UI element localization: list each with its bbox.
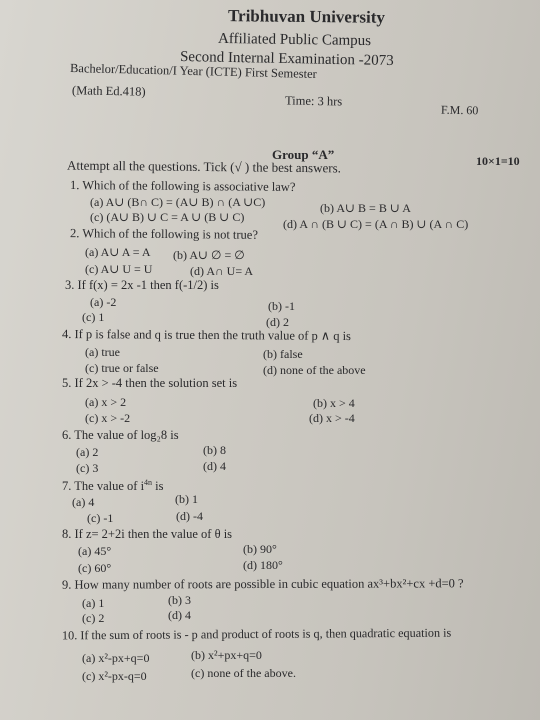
university-title: Tribhuvan University bbox=[227, 6, 386, 27]
question-7: 7. The value of $i^{4n}$ is bbox=[62, 478, 164, 494]
q9-option-a: (a) 1 bbox=[82, 596, 105, 610]
campus-name: Affiliated Public Campus bbox=[217, 30, 372, 50]
q8-option-b: (b) 90° bbox=[243, 542, 277, 556]
q2-option-a: (a) A∪ A = A bbox=[85, 245, 151, 259]
q2-option-b: (b) A∪ ∅ = ∅ bbox=[173, 248, 245, 262]
q10-option-d: (c) none of the above. bbox=[191, 666, 296, 680]
q7-option-c: (c) -1 bbox=[87, 511, 114, 525]
exam-title: Second Internal Examination -2073 bbox=[179, 48, 394, 70]
program-line: Bachelor/Education/I Year (ICTE) First Semester bbox=[69, 60, 317, 82]
instruction: Attempt all the questions. Tick (√ ) the best answers. bbox=[66, 157, 342, 176]
q10-option-a: (a) x²-px+q=0 bbox=[82, 651, 150, 665]
time-allowed: Time: 3 hrs bbox=[284, 93, 343, 109]
question-4: 4. If p is false and q is true then the truth value of p ∧ q is bbox=[61, 326, 352, 344]
q3-option-b: (b) -1 bbox=[268, 299, 295, 313]
q9-option-b: (b) 3 bbox=[168, 593, 191, 607]
q7-option-a: (a) 4 bbox=[72, 495, 95, 509]
question-2: 2. Which of the following is not true? bbox=[69, 226, 258, 242]
q1-option-c: (c) (A∪ B) ∪ C = A ∪ (B ∪ C) bbox=[90, 210, 245, 224]
q6-option-d: (d) 4 bbox=[203, 459, 226, 473]
question-10: 10. If the sum of roots is - p and product of roots is q, then quadratic equation is bbox=[61, 625, 452, 643]
q5-option-c: (c) x > -2 bbox=[85, 411, 131, 425]
q6-option-b: (b) 8 bbox=[203, 443, 226, 457]
q8-option-c: (c) 60° bbox=[78, 561, 112, 575]
q1-option-d: (d) A ∩ (B ∪ C) = (A ∩ B) ∪ (A ∩ C) bbox=[283, 217, 469, 231]
q4-option-d: (d) none of the above bbox=[263, 363, 366, 377]
q10-option-c: (c) x²-px-q=0 bbox=[82, 669, 147, 683]
q4-option-c: (c) true or false bbox=[85, 361, 159, 375]
question-1: 1. Which of the following is associative law? bbox=[69, 178, 296, 194]
q10-option-b: (b) x²+px+q=0 bbox=[191, 648, 262, 662]
question-8: 8. If z= 2+2i then the value of θ is bbox=[62, 527, 233, 541]
q5-option-d: (d) x > -4 bbox=[309, 411, 355, 425]
q2-option-d: (d) A∩ U= A bbox=[190, 264, 254, 278]
group-title: Group “A” bbox=[272, 147, 335, 162]
full-marks: F.M. 60 bbox=[440, 102, 479, 118]
q6-option-c: (c) 3 bbox=[76, 461, 99, 475]
q3-option-c: (c) 1 bbox=[82, 310, 105, 324]
q6-option-a: (a) 2 bbox=[76, 445, 99, 459]
q9-option-c: (c) 2 bbox=[82, 611, 105, 625]
q3-option-a: (a) -2 bbox=[90, 295, 117, 309]
question-5: 5. If 2x > -4 then the solution set is bbox=[62, 376, 238, 390]
q4-option-a: (a) true bbox=[85, 345, 120, 359]
question-6: 6. The value of log₂8 is bbox=[62, 428, 179, 442]
q8-option-d: (d) 180° bbox=[243, 558, 283, 572]
q1-option-a: (a) A∪ (B∩ C) = (A∪ B) ∩ (A ∪C) bbox=[90, 195, 266, 209]
q1-option-b: (b) A∪ B = B ∪ A bbox=[320, 201, 411, 215]
q8-option-a: (a) 45° bbox=[78, 544, 112, 558]
group-marks: 10×1=10 bbox=[476, 154, 520, 168]
question-9: 9. How many number of roots are possible in cubic equation ax³+bx²+cx +d=0 ? bbox=[61, 576, 464, 592]
question-3: 3. If f(x) = 2x -1 then f(-1/2) is bbox=[65, 278, 219, 292]
q7-option-b: (b) 1 bbox=[175, 492, 198, 506]
q9-option-d: (d) 4 bbox=[168, 608, 191, 622]
q7-option-d: (d) -4 bbox=[176, 509, 203, 523]
q2-option-c: (c) A∪ U = U bbox=[85, 262, 153, 276]
subject-code: (Math Ed.418) bbox=[71, 83, 146, 99]
q4-option-b: (b) false bbox=[263, 347, 303, 361]
q5-option-b: (b) x > 4 bbox=[313, 396, 355, 410]
q5-option-a: (a) x > 2 bbox=[85, 395, 127, 409]
q3-option-d: (d) 2 bbox=[266, 315, 289, 329]
